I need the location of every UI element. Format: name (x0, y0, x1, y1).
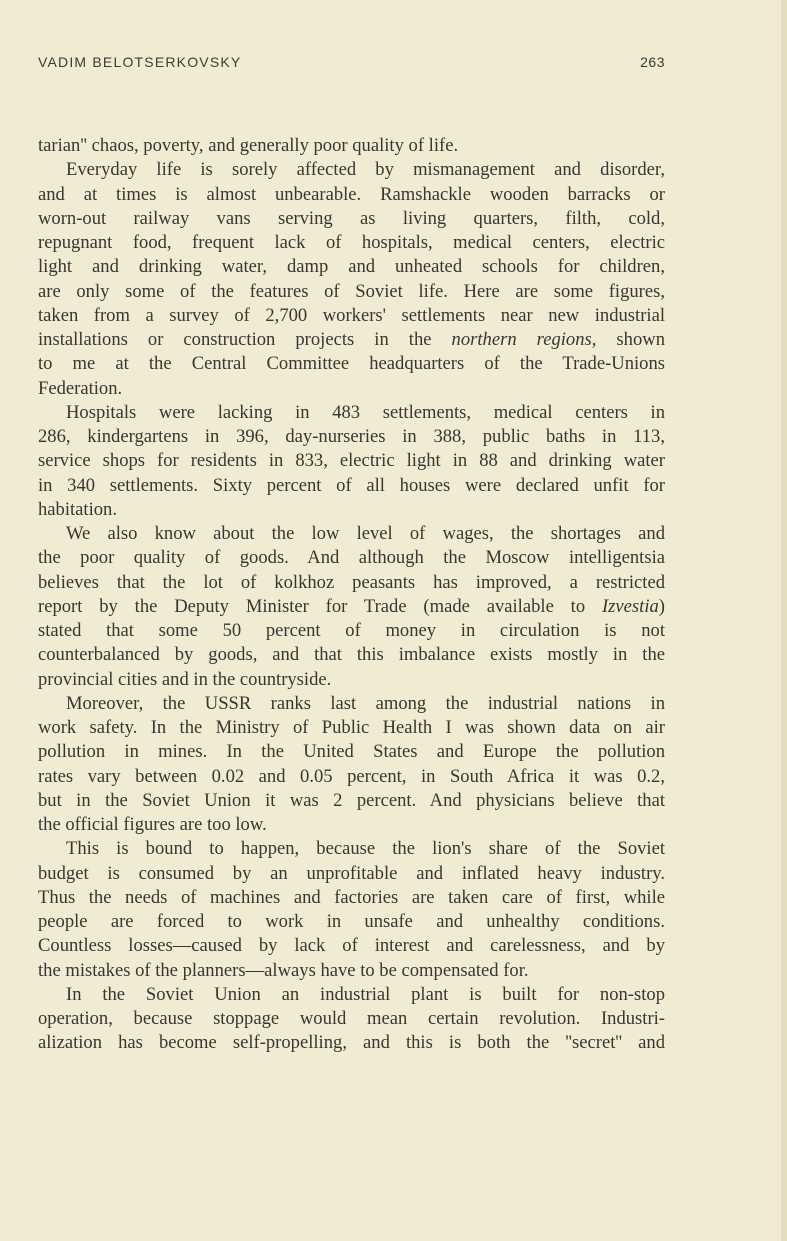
line-text: service shops for residents in 833, electric light in 88 and drinking water (38, 450, 665, 472)
line-text: provincial cities and in the countryside. (38, 668, 332, 690)
text-line (38, 643, 665, 667)
text-line (38, 1031, 665, 1055)
text-line (38, 595, 665, 619)
line-text: pollution in mines. In the United States and Europe the pollution (38, 741, 665, 763)
line-text: taken from a survey of 2,700 workers' settlements near new industrial (38, 304, 665, 326)
line-text: Hospitals were lacking in 483 settlements, medical centers in (66, 401, 665, 423)
text-line (38, 304, 665, 328)
line-text: and at times is almost unbearable. Ramshackle wooden barracks or (38, 183, 665, 205)
text-line (38, 158, 665, 182)
text-line (38, 134, 665, 158)
line-text: counterbalanced by goods, and that this imbalance exists mostly in the (38, 644, 665, 666)
line-text: We also know about the low level of wages, the shortages and (66, 523, 665, 544)
line-text: alization has become self-propelling, and this is both the ''secret'' and (38, 1032, 665, 1054)
text-line (38, 522, 665, 546)
line-text: installations or construction projects in the (38, 329, 452, 350)
text-line (38, 813, 665, 837)
text-line (38, 789, 665, 813)
line-text: Federation. (38, 377, 123, 399)
text-line (38, 255, 665, 279)
line-text: but in the Soviet Union it was 2 percent. And physicians believe that (38, 789, 665, 811)
text-line (38, 1007, 665, 1031)
text-line (38, 934, 665, 958)
italic-text: northern regions (451, 329, 592, 350)
text-line (38, 837, 665, 861)
text-line (38, 377, 665, 401)
line-text: people are forced to work in unsafe and unhealthy conditions. (38, 911, 665, 932)
line-text: in 340 settlements. Sixty percent of all houses were declared unfit for (38, 474, 665, 496)
text-line (38, 910, 665, 934)
text-line (38, 571, 665, 595)
line-text: light and drinking water, damp and unheated schools for children, (38, 256, 665, 278)
text-line (38, 692, 665, 716)
page-number: 263 (640, 54, 665, 70)
line-text: the poor quality of goods. And although the Moscow intelligentsia (38, 547, 665, 569)
text-line (38, 983, 665, 1007)
text-line (38, 498, 665, 522)
line-text: are only some of the features of Soviet life. Here are some figures, (38, 280, 665, 302)
text-line (38, 231, 665, 255)
text-line (38, 668, 665, 692)
line-text: report by the Deputy Minister for Trade (made available to (38, 595, 602, 617)
line-text: rates vary between 0.02 and 0.05 percent, in South Africa it was 0.2, (38, 765, 665, 787)
line-text: Everyday life is sorely affected by mismanagement and disorder, (66, 159, 665, 181)
line-text: stated that some 50 percent of money in circulation is not (38, 620, 665, 641)
italic-text: Izvestia (601, 595, 659, 617)
line-text: budget is consumed by an unprofitable and inflated heavy industry. (38, 862, 665, 884)
line-text: to me at the Central Committee headquarters of the Trade-Unions (38, 353, 665, 375)
text-line (38, 765, 665, 789)
text-line (38, 328, 665, 352)
line-text: 286, kindergartens in 396, day-nurseries in 388, public baths in 113, (38, 426, 665, 447)
line-text: worn-out railway vans serving as living quarters, filth, cold, (38, 207, 665, 229)
text-line (38, 425, 665, 449)
line-text: habitation. (38, 498, 118, 520)
text-line (38, 280, 665, 304)
line-text: , shown (591, 329, 665, 350)
page-edge (781, 0, 787, 1241)
text-line (38, 474, 665, 498)
line-text: tarian'' chaos, poverty, and generally poor quality of life. (38, 135, 459, 156)
line-text: operation, because stoppage would mean certain revolution. Industri- (38, 1008, 665, 1029)
text-line (38, 183, 665, 207)
line-text: Thus the needs of machines and factories are taken care of first, while (38, 886, 665, 908)
running-header (38, 54, 665, 74)
line-text: believes that the lot of kolkhoz peasants has improved, a restricted (38, 571, 665, 593)
line-text: work safety. In the Ministry of Public Health I was shown data on air (38, 717, 665, 738)
line-text: repugnant food, frequent lack of hospitals, medical centers, electric (38, 232, 665, 253)
body-text (38, 134, 665, 1056)
text-line (38, 959, 665, 983)
text-line (38, 886, 665, 910)
text-line (38, 401, 665, 425)
text-line (38, 619, 665, 643)
line-text: In the Soviet Union an industrial plant is built for non-stop (66, 983, 665, 1005)
line-text: ) (658, 595, 665, 617)
text-line (38, 740, 665, 764)
line-text: the mistakes of the planners—always have to be compensated for. (38, 959, 529, 981)
text-line (38, 716, 665, 740)
line-text: the official figures are too low. (38, 814, 267, 835)
line-text: Countless losses—caused by lack of interest and carelessness, and by (38, 935, 665, 957)
running-head-title: VADIM BELOTSERKOVSKY (38, 54, 242, 70)
text-line (38, 862, 665, 886)
text-line (38, 449, 665, 473)
text-line (38, 546, 665, 570)
text-line (38, 207, 665, 231)
line-text: This is bound to happen, because the lion's share of the Soviet (66, 838, 665, 860)
text-line (38, 352, 665, 376)
line-text: Moreover, the USSR ranks last among the industrial nations in (66, 692, 665, 714)
